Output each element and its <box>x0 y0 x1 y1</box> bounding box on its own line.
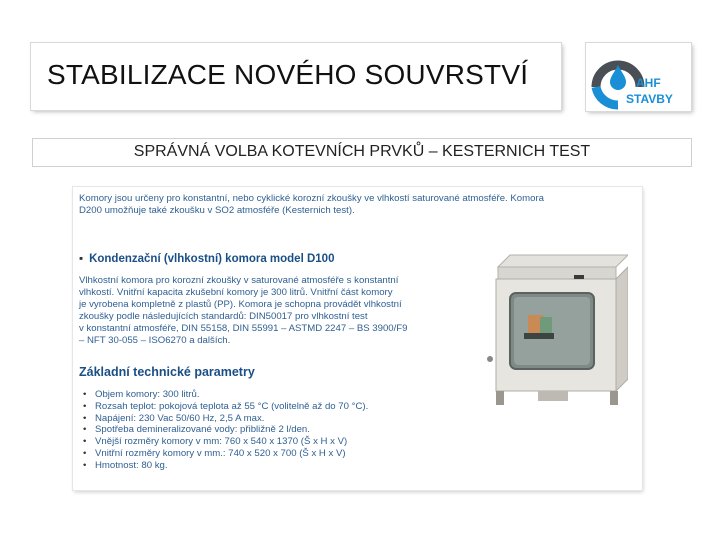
slide-title-box <box>31 43 561 110</box>
ahf-logo-icon <box>586 43 691 111</box>
slide-subtitle: SPRÁVNÁ VOLBA KOTEVNÍCH PRVKŮ – KESTERNICH TEST <box>133 143 591 160</box>
intro-line-1: Komory jsou určeny pro konstantní, nebo cyklické korozní zkoušky ve vlhkostí saturované atmosféře. Komora <box>79 193 544 204</box>
description-line-1: Vlhkostní komora pro korozní zkoušky v saturované atmosféře s konstantní <box>79 275 399 286</box>
intro-line-2: D200 umožňuje také zkoušku v SO2 atmosféře (Kesternich test). <box>79 205 355 216</box>
list-item: • Hmotnost: 80 kg. <box>83 459 168 471</box>
list-item: • Vnější rozměry komory v mm: 760 x 540 x 1370 (Š x H x V) <box>83 436 348 448</box>
slide-title: STABILIZACE NOVÉHO SOUVRSTVÍ <box>47 59 529 90</box>
subtitle-box <box>33 139 691 166</box>
description-line-4: zkoušky podle následujících standardů: DIN50017 pro vlhkostní test <box>79 311 368 322</box>
list-item: • Objem komory: 300 litrů. <box>83 389 200 400</box>
company-logo <box>586 43 691 111</box>
params-list <box>83 389 368 472</box>
list-item: • Vnitřní rozměry komory v mm.: 740 x 520 x 700 (Š x H x V) <box>83 447 346 459</box>
description-line-3: je vyrobena kompletně z plastů (PP). Komora je schopna provádět vlhkostní <box>79 299 402 310</box>
bullet-icon: ▪ <box>79 253 84 265</box>
description-line-6: – NFT 30-055 – ISO6270 a dalších. <box>79 335 231 346</box>
description-line-2: vlhkostí. Vnitřní kapacita zkušební komory je 300 litrů. Vnitřní část komory <box>79 287 393 298</box>
humidity-chamber-image <box>478 247 628 417</box>
params-heading: Základní technické parametry <box>79 365 255 379</box>
product-heading: ▪ Kondenzační (vlhkostní) komora model D100 <box>79 253 335 265</box>
list-item: • Napájení: 230 Vac 50/60 Hz, 2,5 A max. <box>83 412 265 424</box>
product-info-panel <box>73 187 642 490</box>
logo-text-stavby: STAVBY <box>626 92 673 106</box>
list-item: • Spotřeba demineralizované vody: přibližně 2 l/den. <box>83 424 310 436</box>
list-item: • Rozsah teplot: pokojová teplota až 55 °C (volitelně až do 70 °C). <box>83 400 369 412</box>
description-line-5: v konstantní atmosféře, DIN 55158, DIN 55991 – ASTMD 2247 – BS 3900/F9 <box>79 323 408 334</box>
logo-text-ahf: AHF <box>636 76 661 90</box>
